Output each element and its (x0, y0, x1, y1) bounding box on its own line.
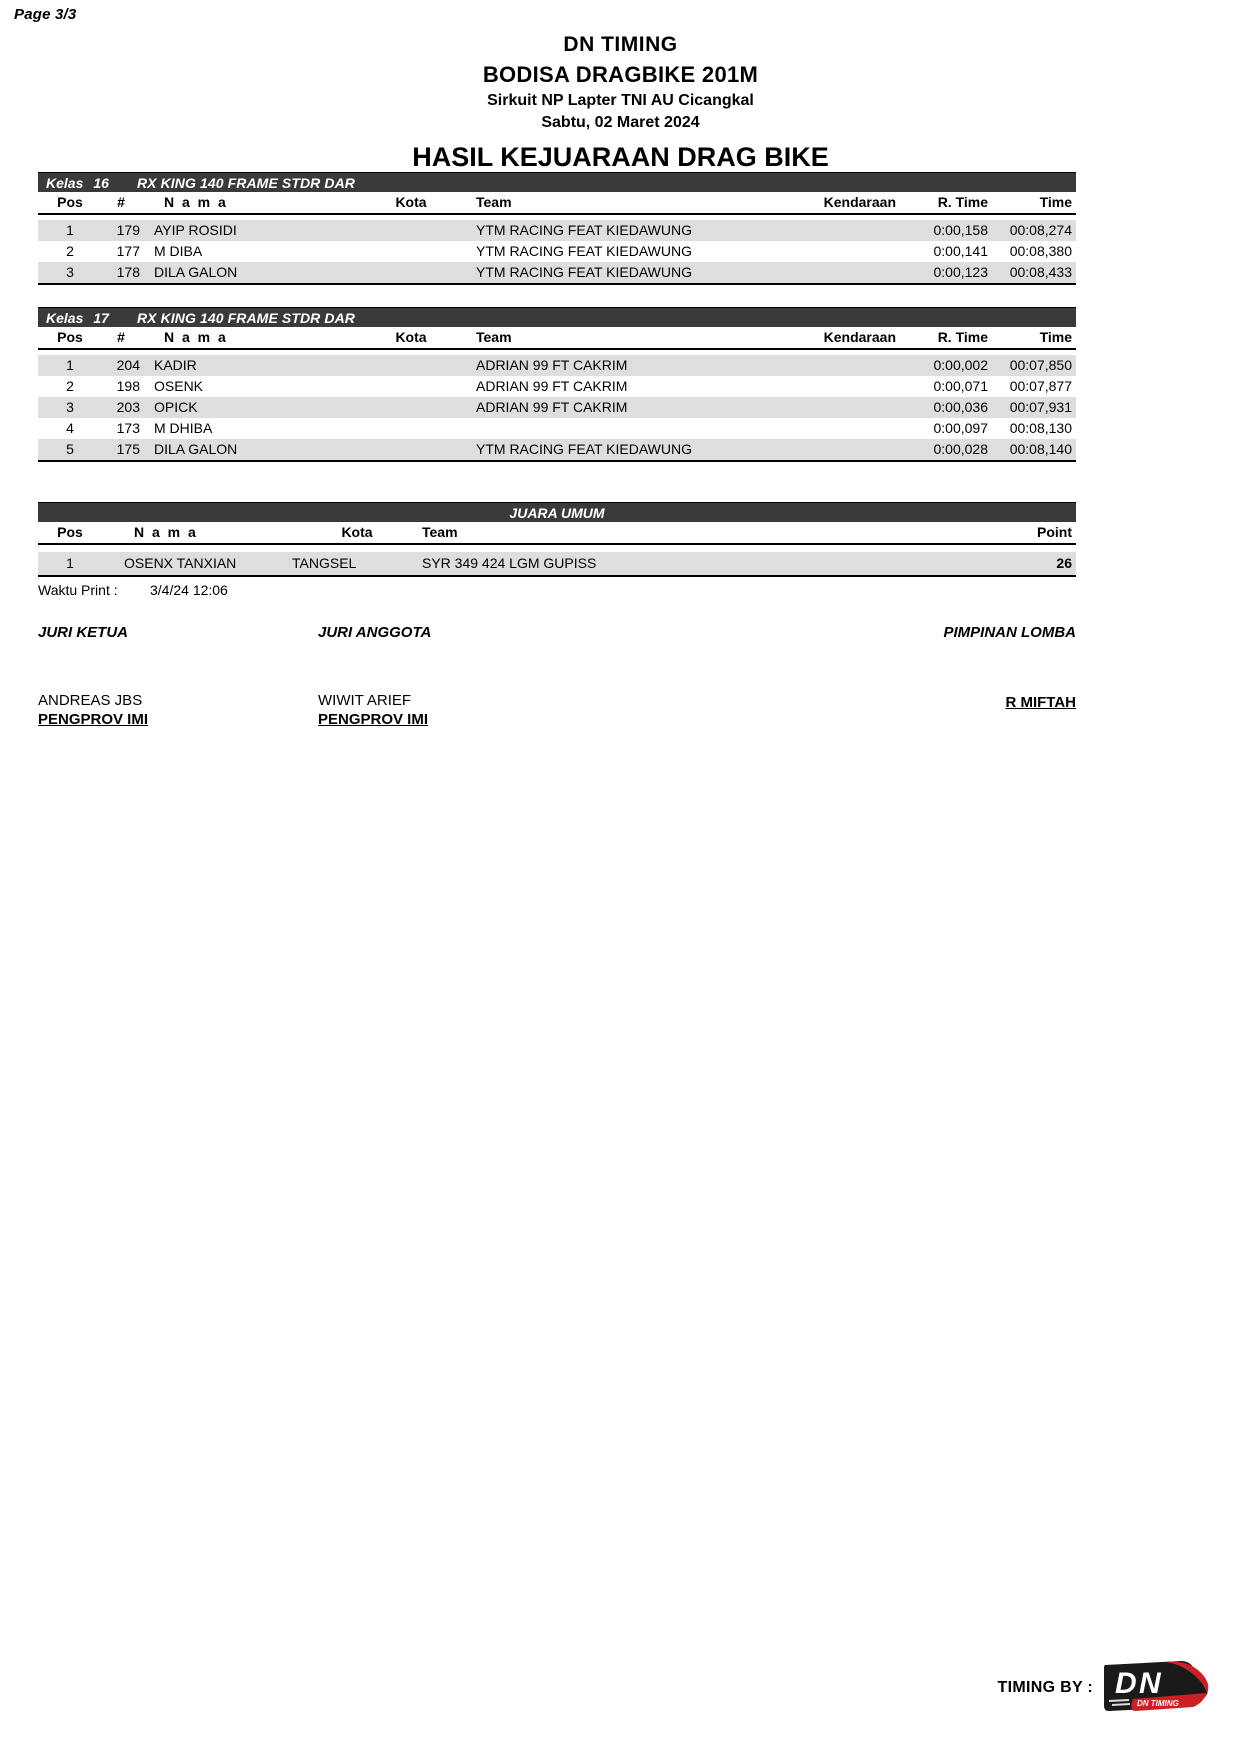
signature-role-juri-ketua: JURI KETUA (38, 624, 129, 641)
cell-time: 00:08,140 (988, 439, 1076, 461)
column-header-team: Team (422, 522, 982, 544)
cell-kota: TANGSEL (292, 552, 422, 576)
column-header-kota: Kota (292, 522, 422, 544)
cell-team: ADRIAN 99 FT CAKRIM (476, 355, 776, 376)
column-header-kota: Kota (346, 327, 476, 349)
cell-nama: DILA GALON (146, 439, 346, 461)
cell-pos: 5 (38, 439, 102, 461)
signature-org-left: PENGPROV IMI (38, 711, 149, 728)
cell-team: YTM RACING FEAT KIEDAWUNG (476, 439, 776, 461)
cell-rtime: 0:00,097 (896, 418, 988, 439)
cell-rtime: 0:00,002 (896, 355, 988, 376)
cell-time: 00:08,433 (988, 262, 1076, 284)
cell-rtime: 0:00,158 (896, 220, 988, 241)
cell-kota (346, 220, 476, 241)
signature-person-name-left: ANDREAS JBS (38, 692, 143, 709)
juara-umum-block (38, 502, 1076, 577)
class-block (38, 172, 1076, 285)
column-header-team: Team (476, 192, 776, 214)
cell-kota (346, 241, 476, 262)
signature-block-right (1005, 692, 1076, 711)
signature-roles (38, 624, 1076, 644)
cell-kendaraan (776, 397, 896, 418)
table-row (38, 262, 1076, 284)
cell-kota (346, 355, 476, 376)
cell-team (476, 418, 776, 439)
cell-number: 198 (102, 376, 146, 397)
table-header-row (38, 192, 1076, 214)
cell-kota (346, 376, 476, 397)
cell-number: 173 (102, 418, 146, 439)
dn-timing-logo-icon (1103, 1659, 1213, 1717)
signature-person-name-middle: WIWIT ARIEF (318, 692, 412, 709)
table-row (38, 397, 1076, 418)
cell-time: 00:08,130 (988, 418, 1076, 439)
cell-nama: OPICK (146, 397, 346, 418)
cell-nama: AYIP ROSIDI (146, 220, 346, 241)
signature-role-pimpinan-lomba: PIMPINAN LOMBA (943, 624, 1076, 641)
svg-text:N: N (1139, 1667, 1161, 1700)
cell-number: 179 (102, 220, 146, 241)
cell-number: 204 (102, 355, 146, 376)
cell-nama: OSENX TANXIAN (102, 552, 292, 576)
table-row (38, 552, 1076, 576)
class-number: 17 (93, 309, 109, 326)
cell-number: 178 (102, 262, 146, 284)
class-description: RX KING 140 FRAME STDR DAR (136, 174, 356, 191)
column-header-team: Team (476, 327, 776, 349)
cell-number: 177 (102, 241, 146, 262)
class-number: 16 (93, 174, 109, 191)
svg-text:D: D (1115, 1667, 1137, 1700)
cell-kendaraan (776, 376, 896, 397)
column-header-nama: N a m a (146, 327, 346, 349)
cell-kendaraan (776, 241, 896, 262)
cell-team: ADRIAN 99 FT CAKRIM (476, 376, 776, 397)
cell-nama: KADIR (146, 355, 346, 376)
cell-rtime: 0:00,123 (896, 262, 988, 284)
cell-nama: M DHIBA (146, 418, 346, 439)
event-date: Sabtu, 02 Maret 2024 (541, 113, 700, 131)
event-name: BODISA DRAGBIKE 201M (482, 62, 759, 88)
cell-pos: 1 (38, 552, 102, 576)
column-header-number: # (102, 192, 146, 214)
cell-number: 203 (102, 397, 146, 418)
class-block (38, 307, 1076, 462)
column-header-nama: N a m a (102, 522, 292, 544)
cell-pos: 2 (38, 241, 102, 262)
table-header-row (38, 522, 1076, 544)
table-body (38, 544, 1076, 576)
class-description: RX KING 140 FRAME STDR DAR (136, 309, 356, 326)
table-header (38, 522, 1076, 544)
page-label: Page 3/3 (14, 6, 77, 23)
cell-pos: 2 (38, 376, 102, 397)
class-label: Kelas (46, 174, 84, 191)
column-header-pos: Pos (38, 192, 102, 214)
signature-block-middle (318, 692, 428, 728)
cell-pos: 1 (38, 355, 102, 376)
table-row (38, 241, 1076, 262)
cell-point: 26 (982, 552, 1076, 576)
cell-rtime: 0:00,071 (896, 376, 988, 397)
page-title-text: HASIL KEJUARAAN DRAG BIKE (412, 142, 829, 177)
cell-rtime: 0:00,036 (896, 397, 988, 418)
signature-role-juri-anggota: JURI ANGGOTA (318, 624, 432, 641)
cell-kendaraan (776, 439, 896, 461)
juara-umum-title: JUARA UMUM (509, 504, 605, 521)
cell-team: YTM RACING FEAT KIEDAWUNG (476, 241, 776, 262)
class-label: Kelas (46, 309, 84, 326)
table-header (38, 192, 1076, 214)
cell-number: 175 (102, 439, 146, 461)
cell-pos: 1 (38, 220, 102, 241)
cell-kendaraan (776, 220, 896, 241)
svg-text:DN TIMING: DN TIMING (1137, 1699, 1179, 1708)
cell-nama: OSENK (146, 376, 346, 397)
results-content (38, 172, 1076, 738)
table-row (38, 355, 1076, 376)
cell-rtime: 0:00,028 (896, 439, 988, 461)
cell-time: 00:08,380 (988, 241, 1076, 262)
timing-by-label: TIMING BY : (997, 1679, 1093, 1696)
cell-kendaraan (776, 262, 896, 284)
table-row (38, 418, 1076, 439)
event-venue: Sirkuit NP Lapter TNI AU Cicangkal (487, 91, 754, 109)
column-header-number: # (102, 327, 146, 349)
cell-nama: M DIBA (146, 241, 346, 262)
cell-rtime: 0:00,141 (896, 241, 988, 262)
cell-pos: 4 (38, 418, 102, 439)
cell-pos: 3 (38, 262, 102, 284)
juara-umum-header-bar (38, 502, 1076, 522)
signature-org-middle: PENGPROV IMI (318, 711, 429, 728)
column-header-pos: Pos (38, 327, 102, 349)
signature-org-right: R MIFTAH (1005, 694, 1076, 711)
cell-time: 00:08,274 (988, 220, 1076, 241)
column-header-kendaraan: Kendaraan (776, 192, 896, 214)
column-header-pos: Pos (38, 522, 102, 544)
cell-team: YTM RACING FEAT KIEDAWUNG (476, 220, 776, 241)
cell-kota (346, 418, 476, 439)
class-header-bar (38, 307, 1076, 327)
table-header-row (38, 327, 1076, 349)
table-body (38, 214, 1076, 284)
table-body (38, 349, 1076, 461)
results-table (38, 192, 1076, 285)
cell-kota (346, 262, 476, 284)
column-header-kota: Kota (346, 192, 476, 214)
table-header (38, 327, 1076, 349)
cell-kendaraan (776, 418, 896, 439)
cell-time: 00:07,850 (988, 355, 1076, 376)
results-table (38, 327, 1076, 462)
column-header-rtime: R. Time (896, 327, 988, 349)
cell-time: 00:07,877 (988, 376, 1076, 397)
column-header-point: Point (982, 522, 1076, 544)
organizer-name: DN TIMING (563, 33, 678, 56)
table-spacer-row (38, 544, 1076, 552)
document-header (0, 32, 1241, 133)
column-header-kendaraan: Kendaraan (776, 327, 896, 349)
column-header-nama: N a m a (146, 192, 346, 214)
column-header-time: Time (988, 327, 1076, 349)
signature-names (38, 692, 1076, 738)
class-header-bar (38, 172, 1076, 192)
cell-team: YTM RACING FEAT KIEDAWUNG (476, 262, 776, 284)
cell-team: ADRIAN 99 FT CAKRIM (476, 397, 776, 418)
cell-team: SYR 349 424 LGM GUPISS (422, 552, 982, 576)
print-time (38, 582, 1076, 598)
cell-pos: 3 (38, 397, 102, 418)
table-row (38, 439, 1076, 461)
print-time-label: Waktu Print : (38, 582, 118, 598)
table-row (38, 376, 1076, 397)
signature-block-left (38, 692, 148, 728)
footer (998, 1659, 1213, 1717)
cell-kendaraan (776, 355, 896, 376)
print-time-value: 3/4/24 12:06 (150, 582, 228, 598)
column-header-rtime: R. Time (896, 192, 988, 214)
table-row (38, 220, 1076, 241)
cell-kota (346, 439, 476, 461)
cell-nama: DILA GALON (146, 262, 346, 284)
cell-time: 00:07,931 (988, 397, 1076, 418)
juara-umum-table (38, 522, 1076, 577)
column-header-time: Time (988, 192, 1076, 214)
cell-kota (346, 397, 476, 418)
